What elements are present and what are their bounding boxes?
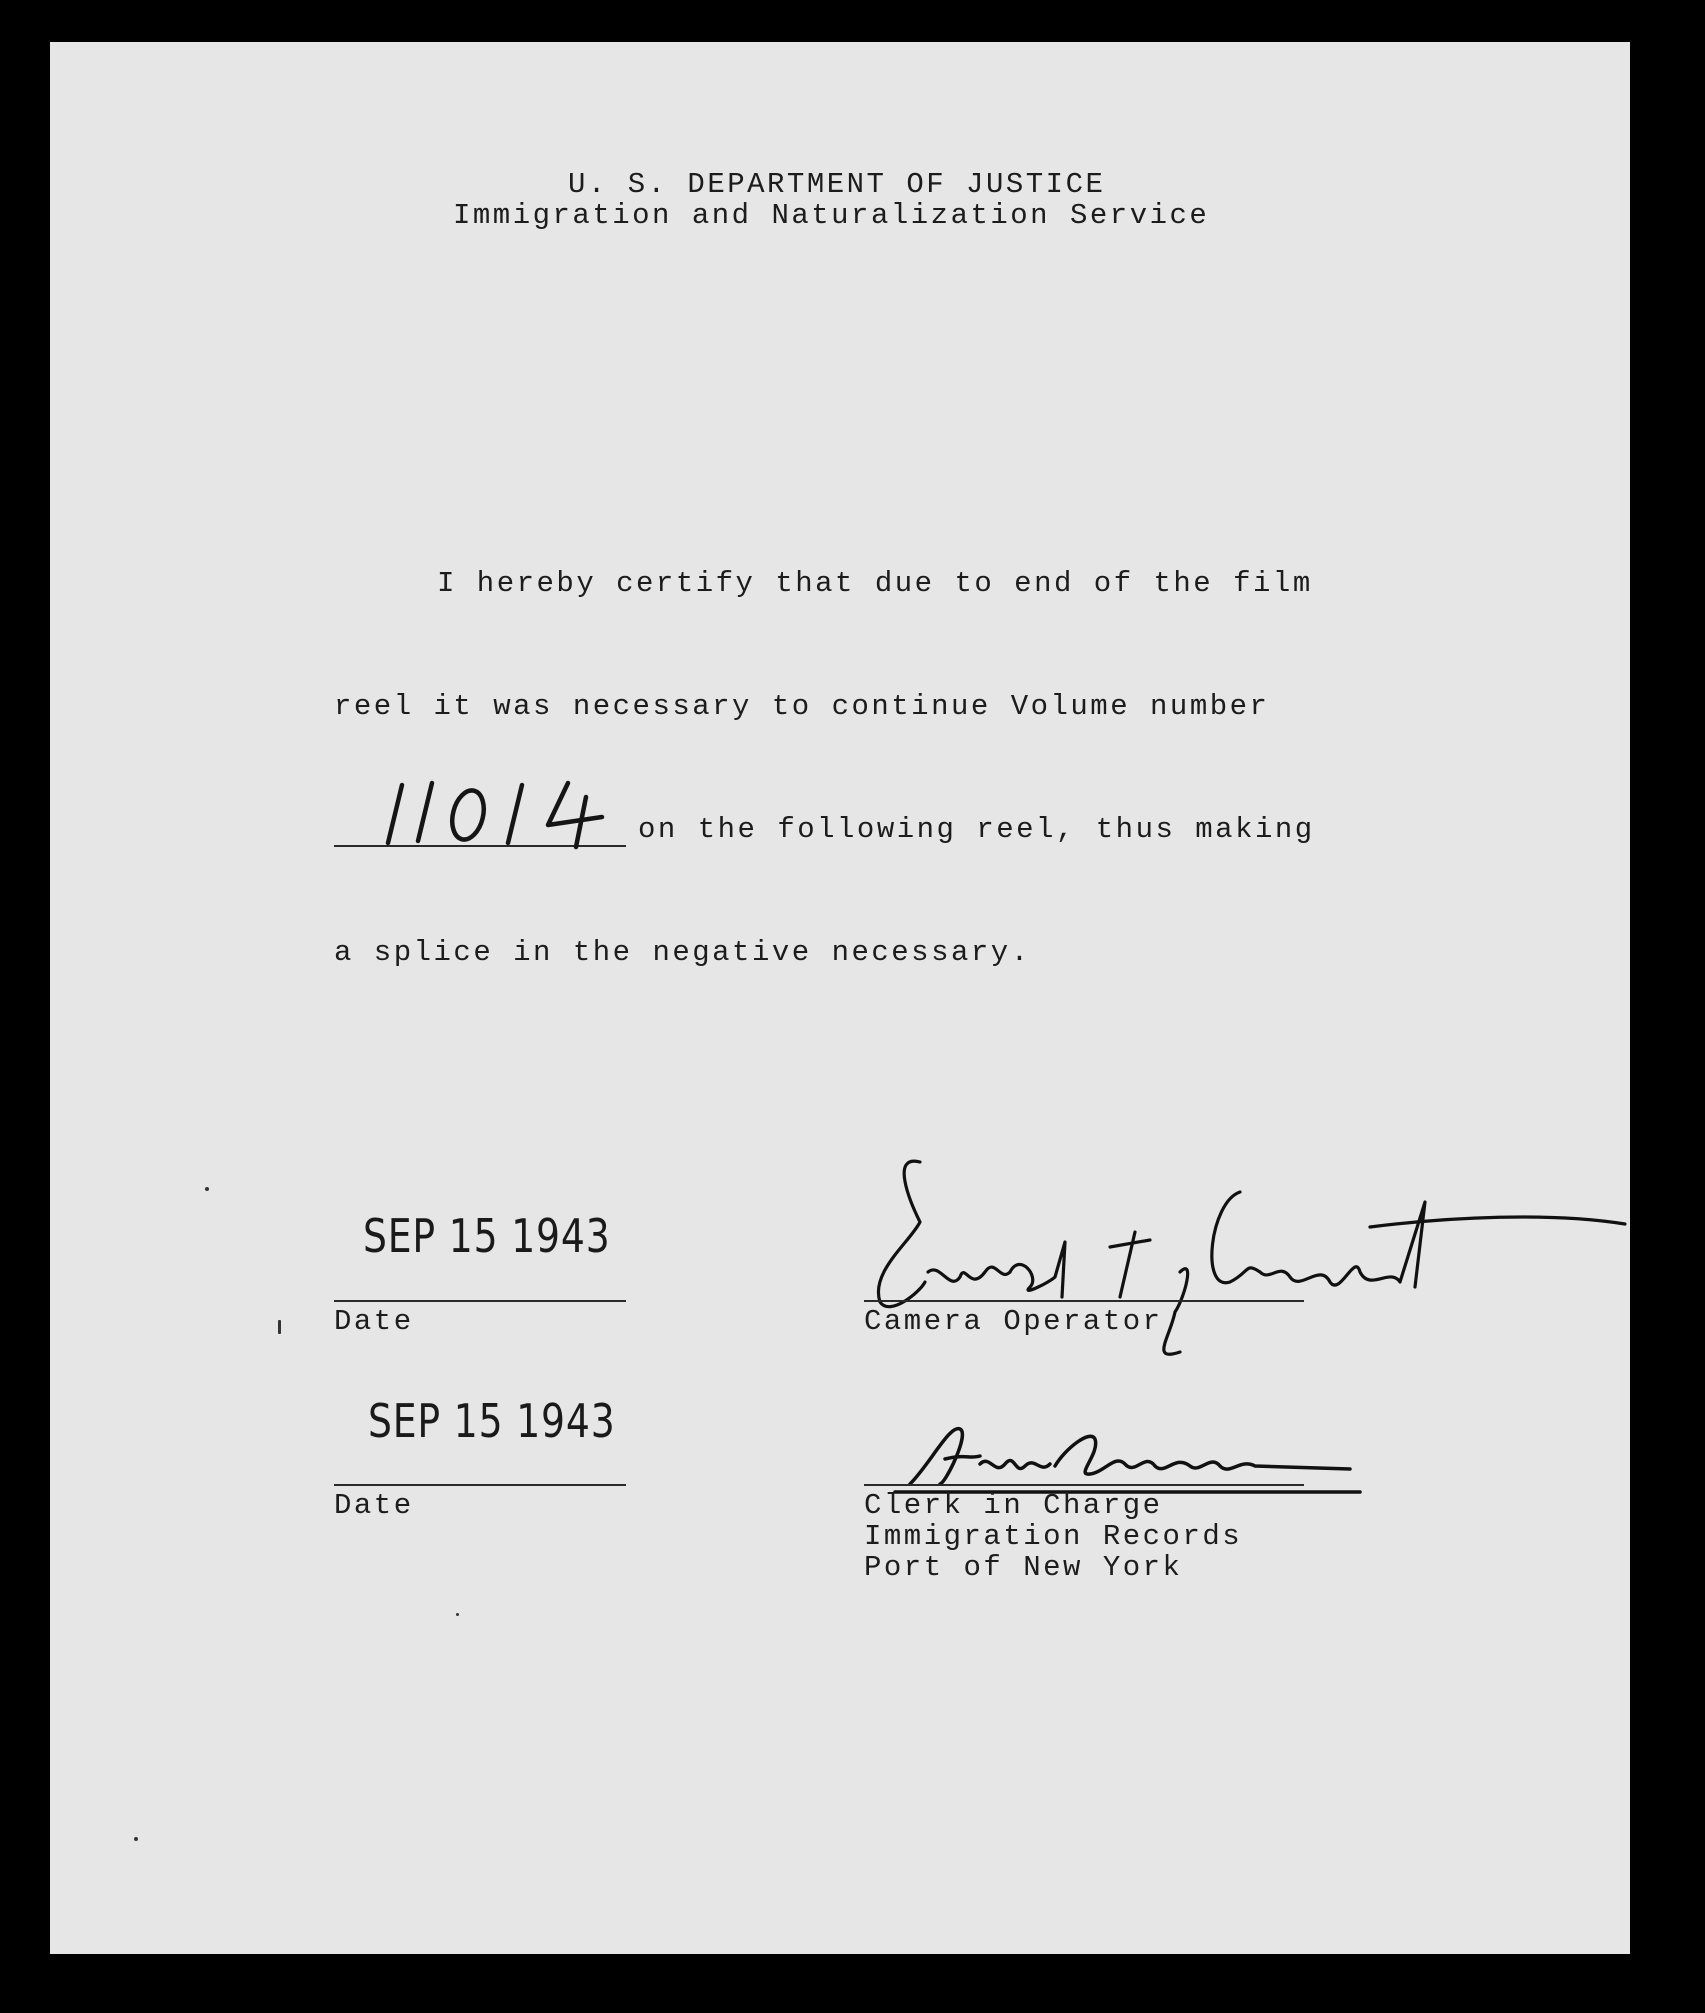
svg-text:11014: 11014 [380, 775, 384, 776]
header-service: Immigration and Naturalization Service [453, 199, 1210, 232]
clerk-label-1: Clerk in Charge [864, 1489, 1163, 1522]
clerk-label-3: Port of New York [864, 1551, 1183, 1584]
date-stamp-2: SEP 15 1943 [368, 1394, 616, 1448]
document-page [50, 42, 1630, 1954]
body-line-4: a splice in the negative necessary. [334, 936, 1031, 969]
body-line-3: on the following reel, thus making [638, 813, 1315, 846]
body-line-2: reel it was necessary to continue Volume number [334, 690, 1270, 723]
clerk-label-2: Immigration Records [864, 1520, 1243, 1553]
date-1-line [334, 1300, 626, 1302]
svg-text:Ewart T. Hannah: Ewart T. Hannah [850, 1130, 860, 1131]
date-2-label: Date [334, 1489, 414, 1522]
clerk-line [864, 1484, 1304, 1486]
body-line-1: I hereby certify that due to end of the film [437, 567, 1313, 600]
film-speck [278, 1320, 281, 1334]
date-2-line [334, 1484, 626, 1486]
volume-number-handwriting [380, 777, 620, 852]
date-1-label: Date [334, 1305, 414, 1338]
date-stamp-1: SEP 15 1943 [363, 1209, 611, 1263]
camera-operator-label: Camera Operator [864, 1305, 1163, 1338]
camera-operator-line [864, 1300, 1304, 1302]
film-speck [205, 1187, 209, 1191]
film-speck [134, 1837, 138, 1841]
svg-text:Geo. Baecker: Geo. Baecker [890, 1412, 898, 1413]
header-department: U. S. DEPARTMENT OF JUSTICE [568, 168, 1106, 201]
film-speck [456, 1613, 459, 1616]
